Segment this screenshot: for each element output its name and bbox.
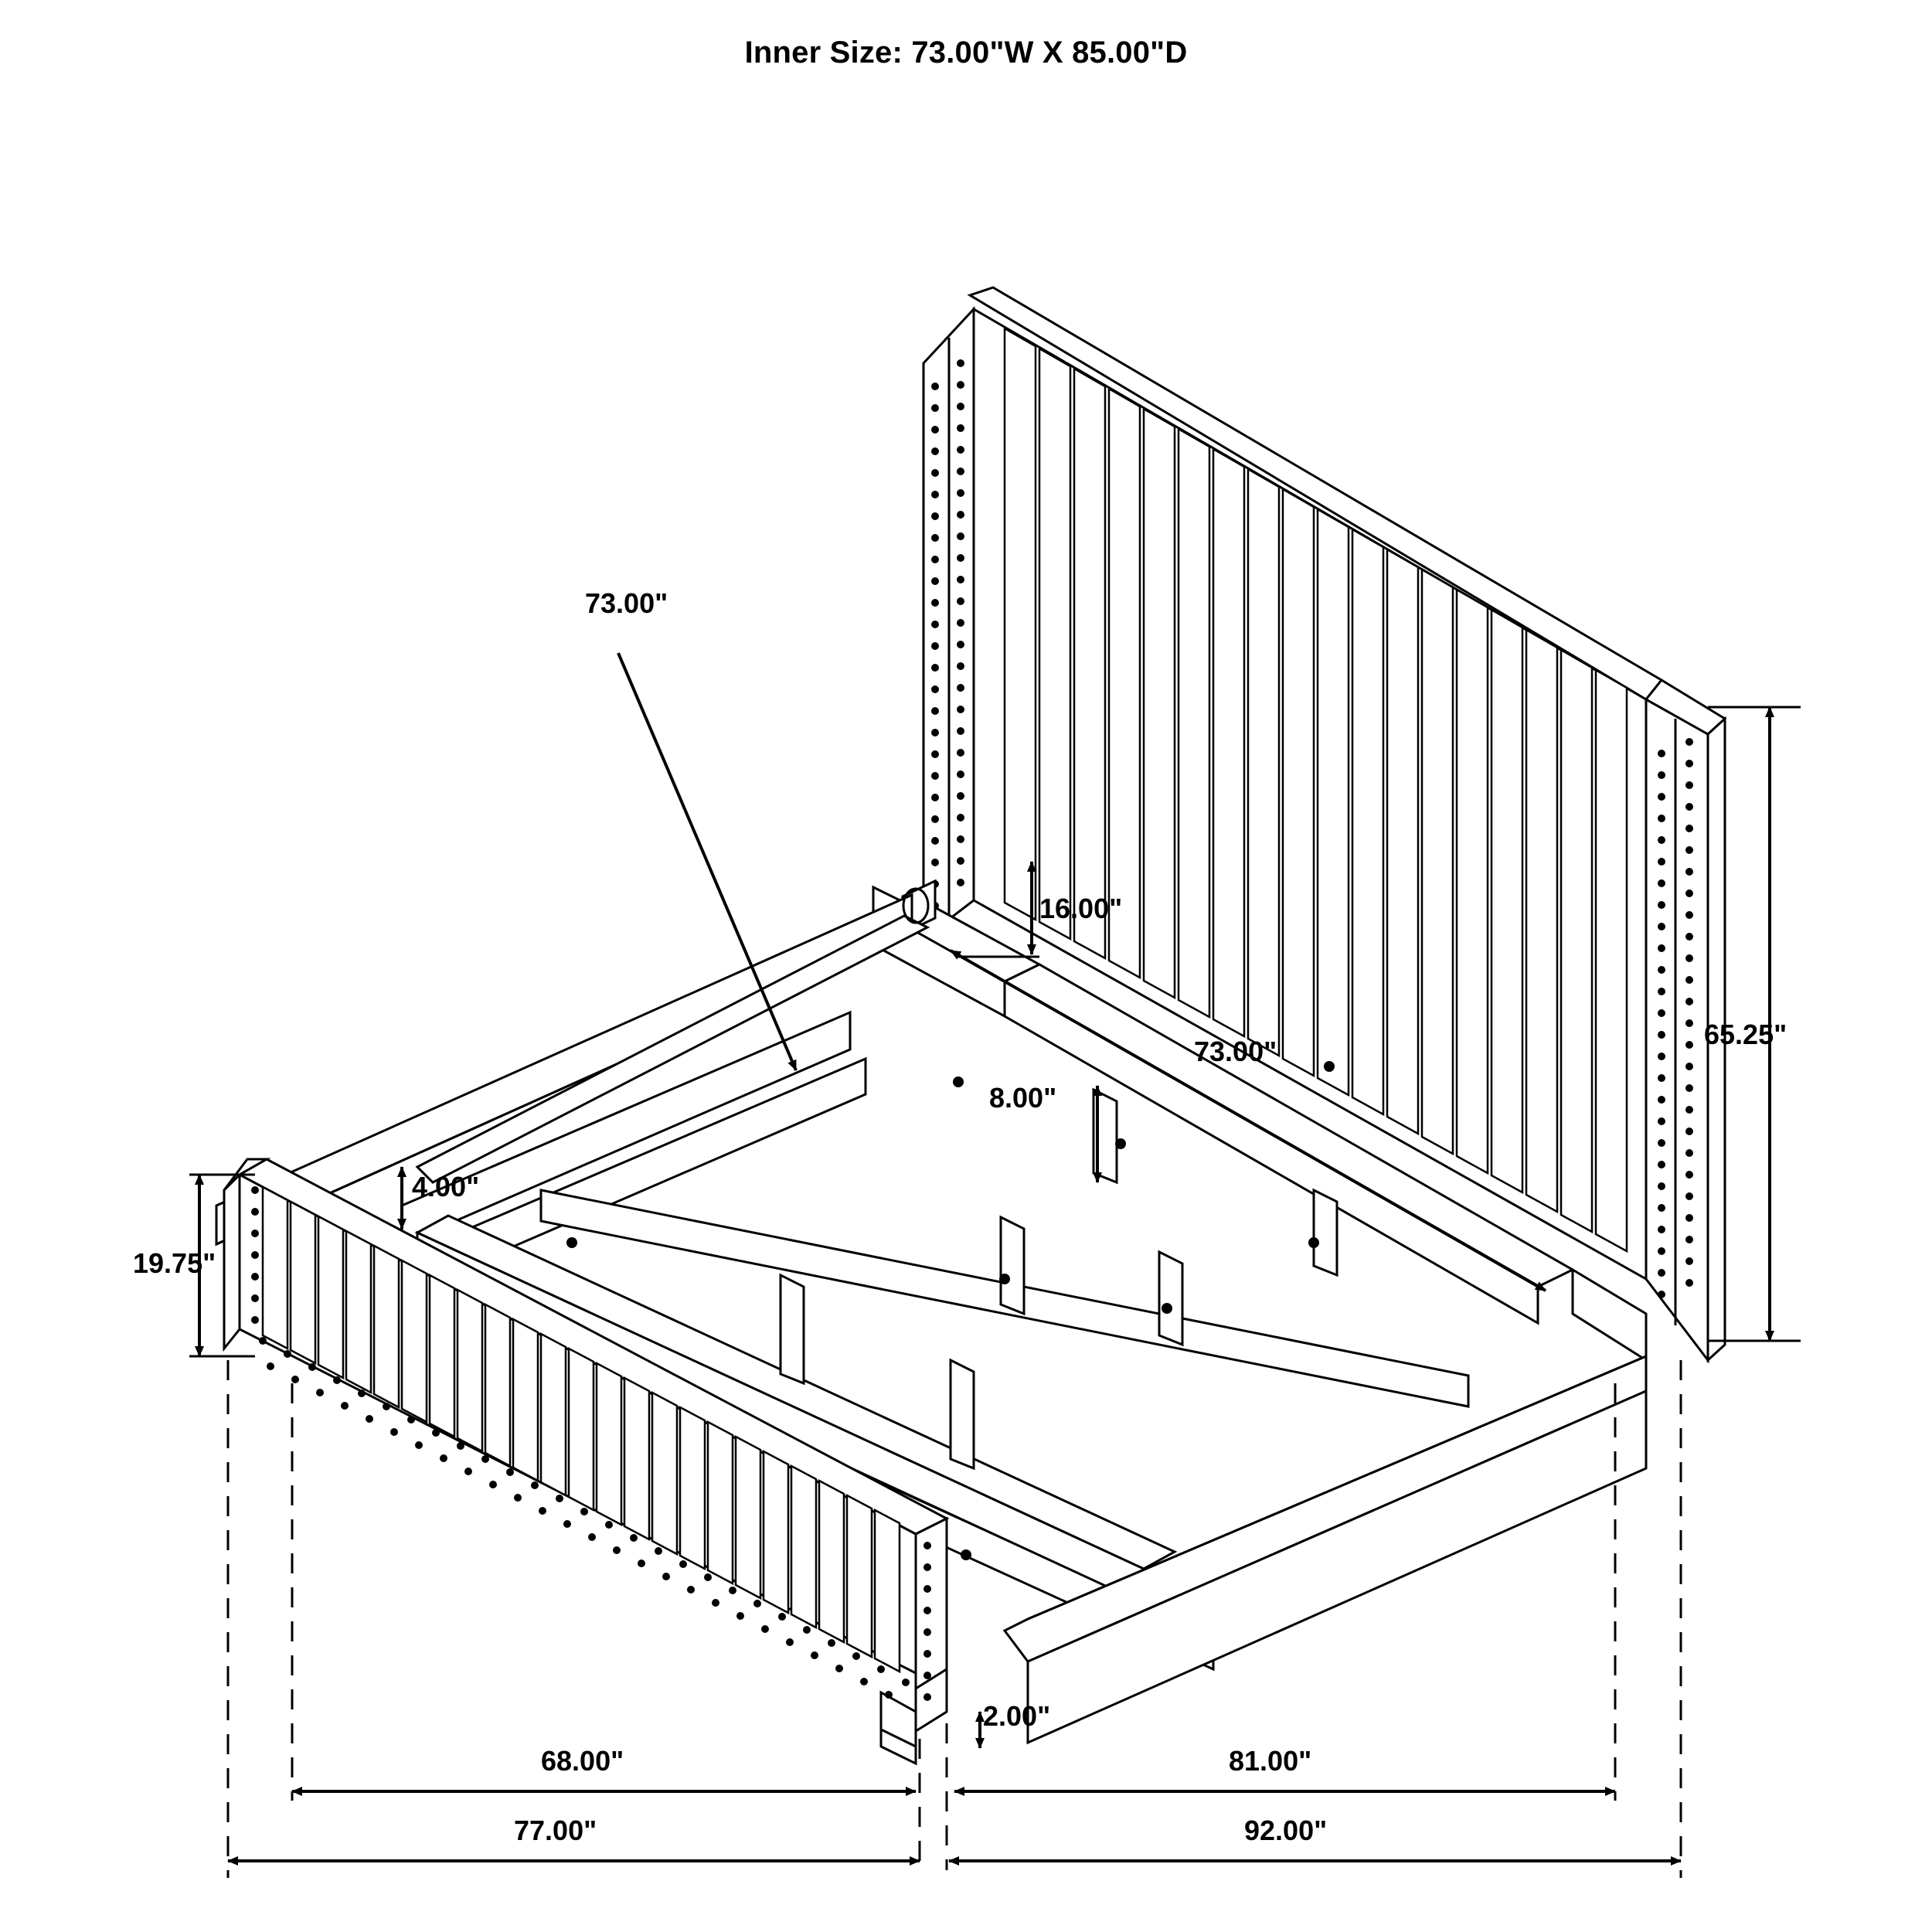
dimension-label-outer-depth-left: 77.00" [514, 1815, 597, 1846]
dimension-label-leg-height: 2.00" [983, 1700, 1051, 1732]
dimension-label-inner-width: 73.00" [1194, 1036, 1277, 1067]
dimension-label-footboard-inner-depth: 68.00" [541, 1745, 624, 1777]
dimension-label-headboard-width-callout: 73.00" [585, 587, 668, 619]
dimension-label-side-depth: 81.00" [1229, 1745, 1312, 1777]
dimension-label-headboard-height: 65.25" [1704, 1019, 1787, 1050]
dimension-label-slat-rail-height: 4.00" [412, 1171, 480, 1202]
dimension-label-footboard-height: 19.75" [133, 1247, 216, 1279]
dimension-label-headboard-rail-drop: 16.00" [1039, 893, 1123, 924]
diagram-title: Inner Size: 73.00"W X 85.00"D [744, 36, 1188, 70]
dimension-label-center-support-height: 8.00" [989, 1082, 1057, 1114]
dimension-label-outer-depth-right: 92.00" [1244, 1815, 1328, 1846]
